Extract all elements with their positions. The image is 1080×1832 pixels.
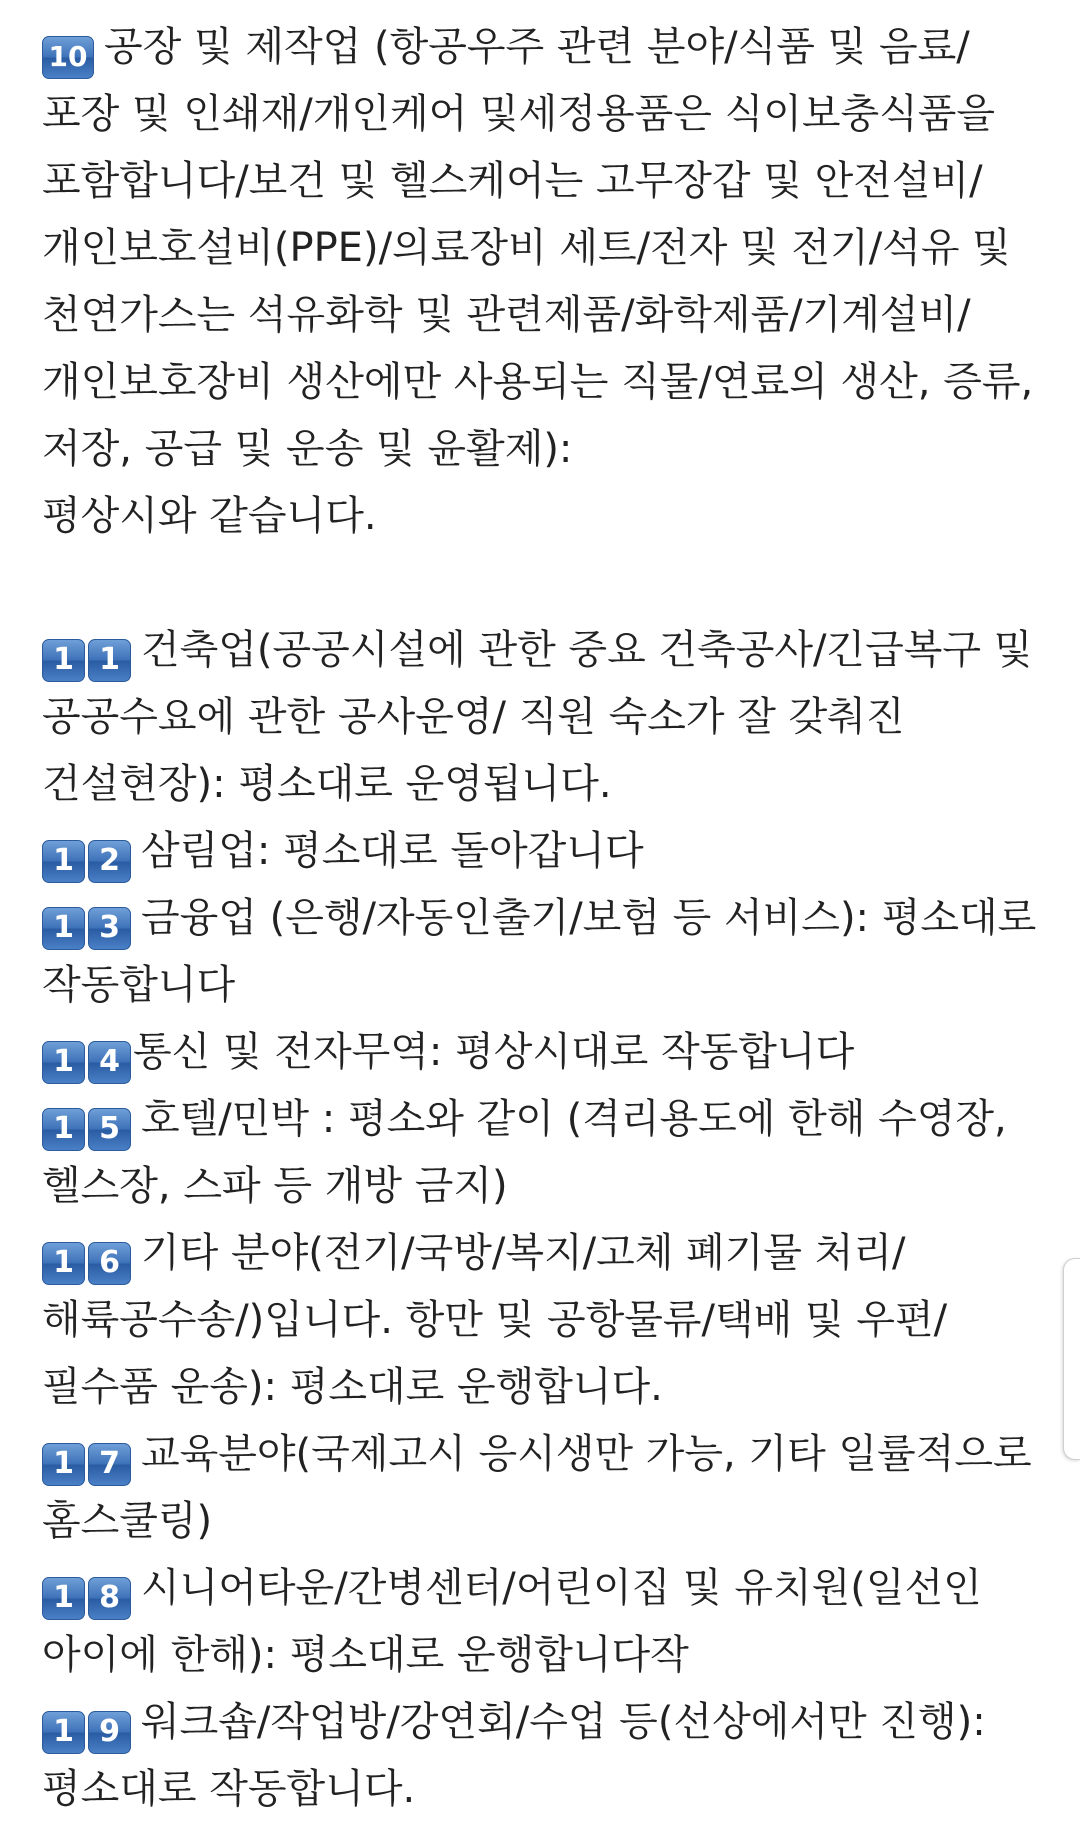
list-item-19 (42, 1689, 1042, 1823)
list-item-13 (42, 885, 1042, 1019)
list-item-text: 공장 및 제작업 (항공우주 관련 분야/식품 및 음료/포장 및 인쇄재/개인케어 및세정용품은 식이보충식품을 포함합니다/보건 및 헬스케어는 고무장갑 및 안전설비/개인보호설비(PPE)/의료장비 세트/전자 및 전기/석유 및 천연가스는 석유화학 및 관련제품/화학제품/기계설비/개인보호장비 생산에만 사용되는 직물/연료의 생산, 증류, 저장, 공급 및 운송 및 윤활제): (42, 24, 1034, 472)
message-body (42, 14, 1042, 1823)
list-item-text: 교육분야(국제고시 응시생만 가능, 기타 일률적으로 홈스쿨링) (42, 1431, 1032, 1544)
list-item-text: 기타 분야(전기/국방/복지/고체 폐기물 처리/해륙공수송/)입니다. 항만 및 공항물류/택배 및 우편/필수품 운송): 평소대로 운행합니다. (42, 1230, 948, 1410)
list-item-14 (42, 1019, 1042, 1086)
list-item-17 (42, 1421, 1042, 1555)
keycap-11-icon: 1 1 (42, 639, 131, 682)
keycap-19-icon: 1 9 (42, 1711, 131, 1754)
keycap-12-icon: 1 2 (42, 840, 131, 883)
list-item-16 (42, 1220, 1042, 1421)
list-item-10 (42, 14, 1042, 483)
keycap-13-icon: 1 3 (42, 907, 131, 950)
keycap-10-icon: 10 (42, 36, 94, 79)
blank-line (42, 550, 1042, 617)
keycap-15-icon: 1 5 (42, 1108, 131, 1151)
scrollbar-handle[interactable] (1063, 1258, 1080, 1460)
keycap-18-icon: 1 8 (42, 1577, 131, 1620)
list-item-text: 시니어타운/간병센터/어린이집 및 유치원(일선인 아이에 한해): 평소대로 운행합니다작 (42, 1565, 982, 1678)
list-item-18 (42, 1555, 1042, 1689)
list-item-text: 건축업(공공시설에 관한 중요 건축공사/긴급복구 및 공공수요에 관한 공사운영/ 직원 숙소가 잘 갖춰진 건설현장): 평소대로 운영됩니다. (42, 627, 1033, 807)
list-item-text: 통신 및 전자무역: 평상시대로 작동합니다 (133, 1029, 855, 1075)
list-item-text: 금융업 (은행/자동인출기/보험 등 서비스): 평소대로 작동합니다 (42, 895, 1037, 1008)
list-item-15 (42, 1086, 1042, 1220)
keycap-17-icon: 1 7 (42, 1443, 131, 1486)
list-item-text: 삼림업: 평소대로 돌아갑니다 (141, 828, 644, 874)
keycap-16-icon: 1 6 (42, 1242, 131, 1285)
list-item-11 (42, 617, 1042, 818)
list-item-text: 워크숍/작업방/강연회/수업 등(선상에서만 진행): 평소대로 작동합니다. (42, 1699, 986, 1812)
keycap-14-icon: 1 4 (42, 1041, 131, 1084)
list-item-text: 호텔/민박 : 평소와 같이 (격리용도에 한해 수영장, 헬스장, 스파 등 개방 금지) (42, 1096, 1007, 1209)
list-item-12 (42, 818, 1042, 885)
status-line: 평상시와 같습니다. (42, 493, 377, 539)
